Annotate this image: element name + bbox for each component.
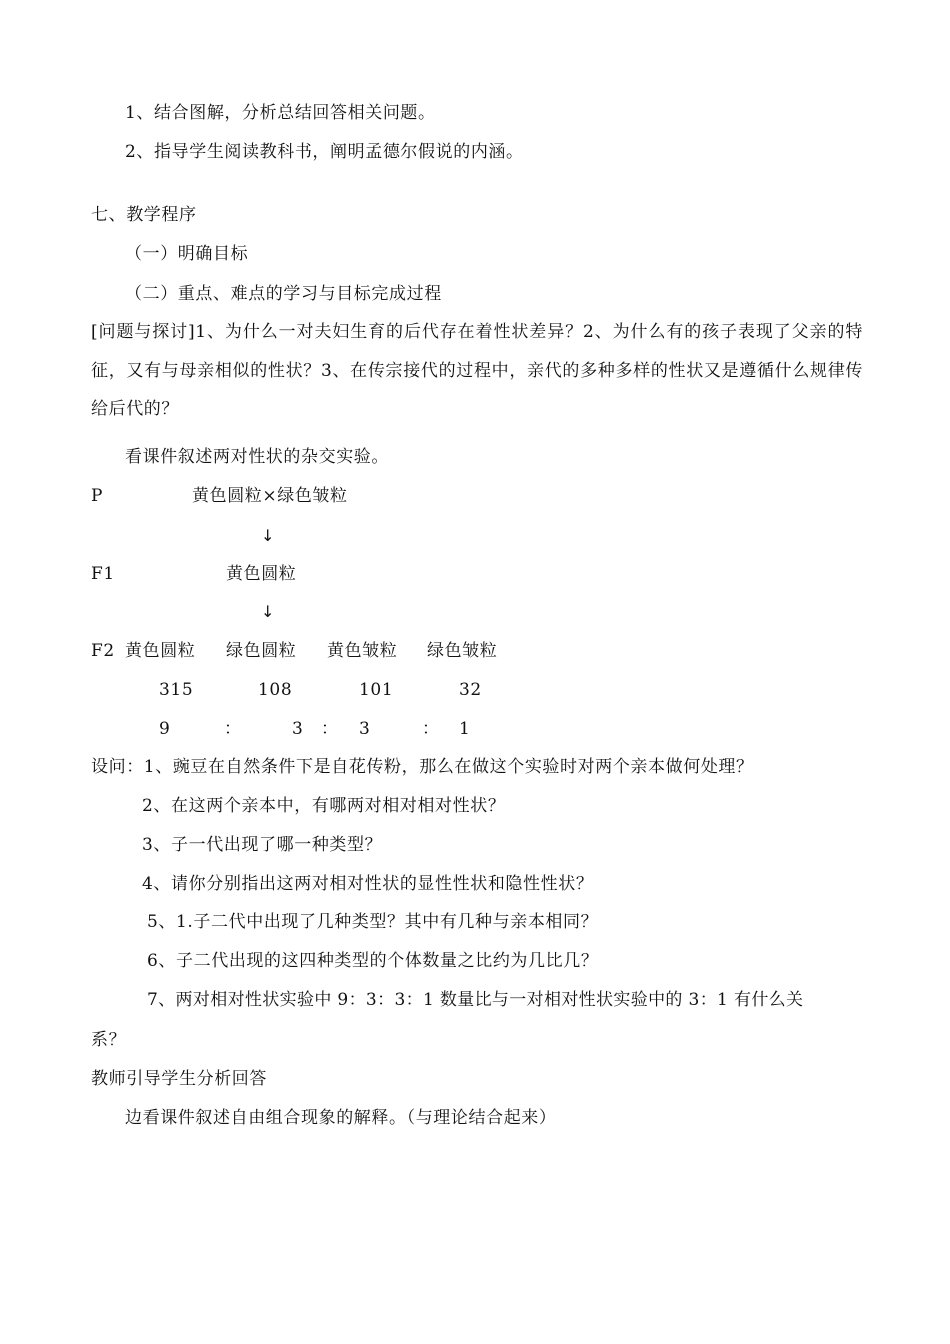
question-4: 4、请你分别指出这两对相对性状的显性性状和隐性性状？	[142, 874, 594, 894]
question-5: 5、1.子二代中出现了几种类型？其中有几种与亲本相同？	[147, 912, 599, 932]
explanation-note: 边看课件叙述自由组合现象的解释。（与理论结合起来）	[125, 1108, 557, 1128]
ratio-separator: ：	[224, 719, 242, 739]
down-arrow-icon: ↓	[261, 602, 275, 621]
generation-label-f2: F2	[91, 641, 115, 661]
ratio-value: 3	[292, 719, 304, 739]
down-arrow-icon: ↓	[261, 526, 275, 545]
teacher-guide: 教师引导学生分析回答	[91, 1069, 267, 1089]
question-7: 7、两对相对性状实验中 9：3：3：1 数量比与一对相对性状实验中的 3：1 有什么关	[147, 990, 804, 1010]
f2-count: 32	[459, 680, 482, 700]
ratio-value: 1	[459, 719, 471, 739]
f1-phenotype: 黄色圆粒	[226, 564, 297, 584]
ratio-value: 9	[159, 719, 171, 739]
subsection-1: （一）明确目标	[125, 244, 249, 264]
courseware-note: 看课件叙述两对性状的杂交实验。	[125, 447, 389, 467]
f2-count: 108	[258, 680, 293, 700]
question-3: 3、子一代出现了哪一种类型？	[142, 835, 383, 855]
f2-phenotype: 绿色圆粒	[226, 641, 297, 661]
question-2: 2、在这两个亲本中，有哪两对相对相对性状？	[142, 796, 506, 816]
subsection-2: （二）重点、难点的学习与目标完成过程	[125, 284, 442, 304]
f2-count: 101	[359, 680, 394, 700]
parent-cross: 黄色圆粒×绿色皱粒	[192, 486, 348, 506]
f2-phenotype: 黄色皱粒	[327, 641, 398, 661]
ratio-value: 3	[359, 719, 371, 739]
f2-phenotype: 黄色圆粒	[125, 641, 196, 661]
question-1: 设问：1、豌豆在自然条件下是自花传粉，那么在做这个实验时对两个亲本做何处理？	[91, 757, 754, 777]
ratio-separator: ：	[422, 719, 440, 739]
f2-phenotype: 绿色皱粒	[427, 641, 498, 661]
ratio-separator: ：	[321, 719, 339, 739]
generation-label-f1: F1	[91, 564, 115, 584]
section-heading: 七、教学程序	[91, 205, 197, 225]
f2-count: 315	[159, 680, 194, 700]
question-7-continuation: 系？	[91, 1030, 127, 1050]
method-item-2: 2、指导学生阅读教科书，阐明孟德尔假说的内涵。	[125, 142, 524, 162]
method-item-1: 1、结合图解，分析总结回答相关问题。	[125, 103, 436, 123]
question-6: 6、子二代出现的这四种类型的个体数量之比约为几比几？	[147, 951, 599, 971]
question-paragraph: [问题与探讨]1、为什么一对夫妇生育的后代存在着性状差异？2、为什么有的孩子表现了父亲的特征，又有与母亲相似的性状？3、在传宗接代的过程中，亲代的多种多样的性状又是遵循什么规律传给后代的？	[91, 322, 863, 419]
generation-label-p: P	[91, 486, 104, 506]
